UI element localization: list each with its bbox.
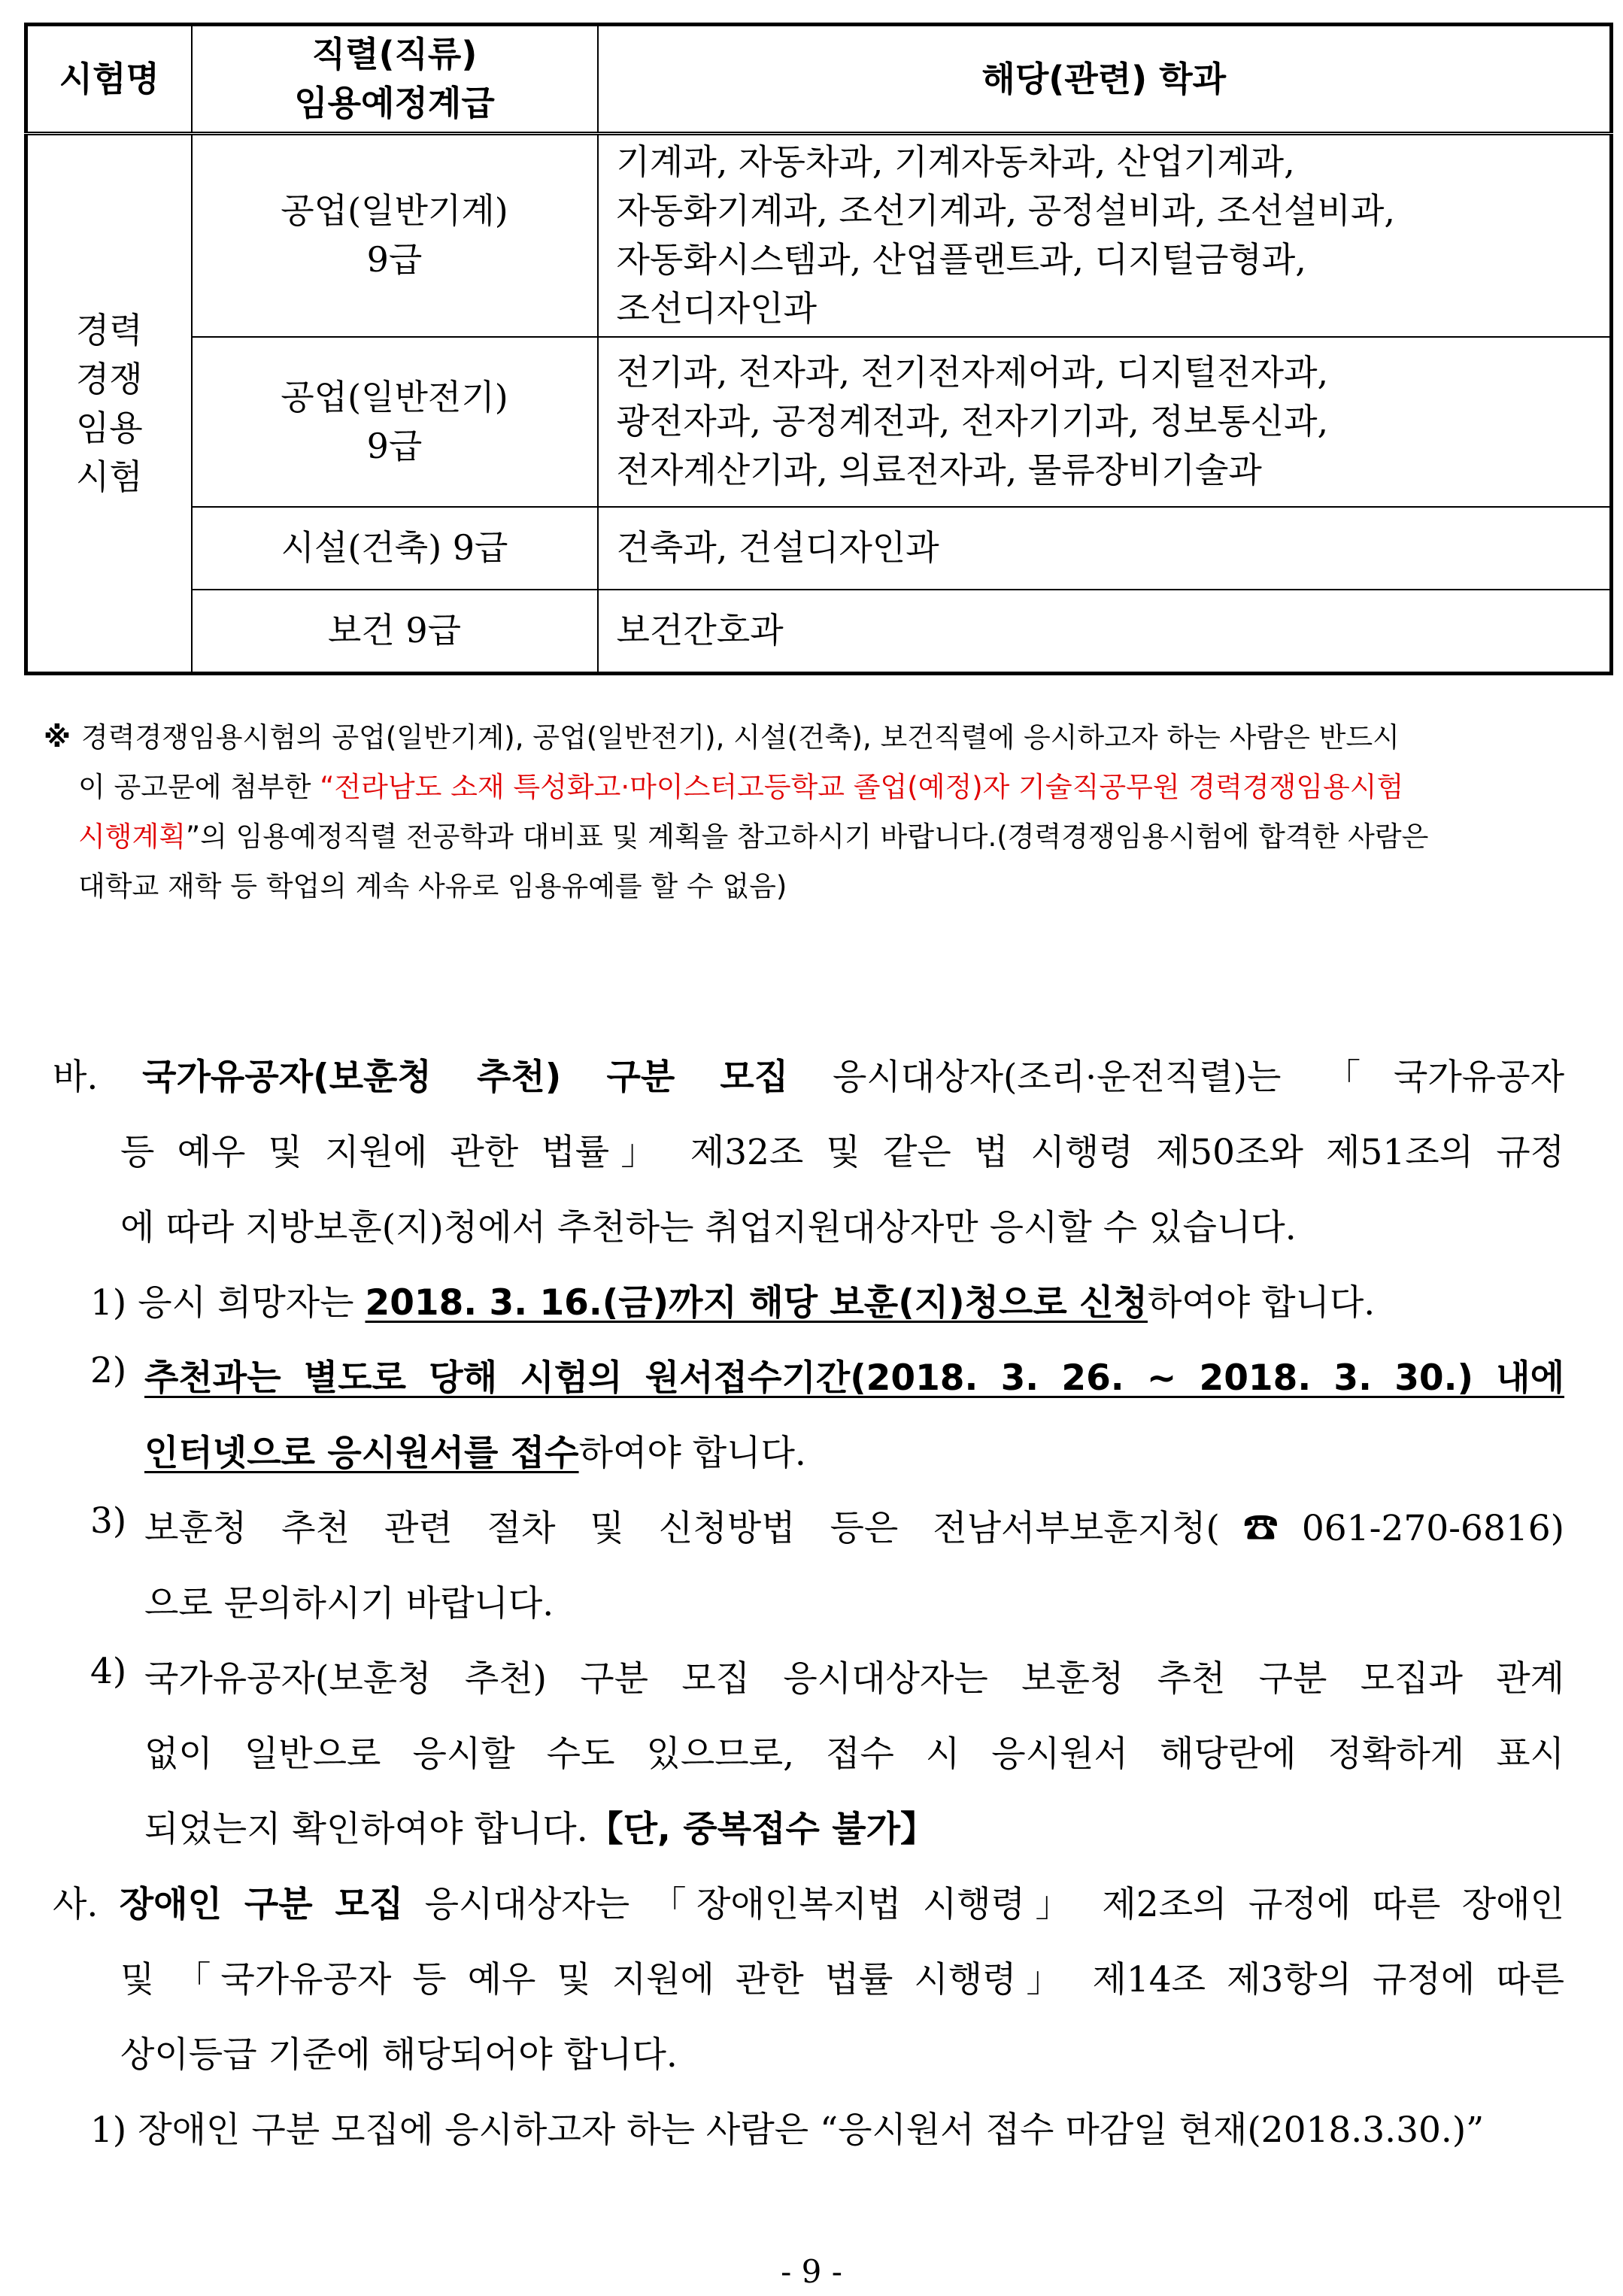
section-ba-line	[53, 1049, 1564, 1099]
section-sa-line: 및 「국가유공자 등 예우 및 지원에 관한 법률 시행령」 제14조 제3항의 규정에 따른	[120, 1959, 1564, 2000]
section-label: 사.	[53, 1884, 99, 1925]
exam-name-line: 시험	[75, 456, 143, 497]
note-text: 경력경쟁임용시험의 공업(일반기계), 공업(일반전기), 시설(건축), 보건직렬에 응시하고자 하는 사람은 반드시	[80, 721, 1400, 754]
item-text: 되었는지 확인하여야 합니다.	[144, 1809, 588, 1850]
exam-name-line: 임용	[75, 407, 143, 448]
department-line: 전자계산기과, 의료전자과, 물류장비기술과	[616, 450, 1262, 490]
grade-line: 공업(일반기계)	[281, 190, 508, 232]
application-period-highlight: 추천과는 별도로 당해 시험의 원서접수기간(2018. 3. 26. ~ 2018. 3. 30.) 내에	[144, 1357, 1564, 1399]
grade-cell	[192, 337, 598, 507]
grade-cell: 시설(건축) 9급	[192, 507, 598, 590]
item-number: 1)	[90, 1282, 127, 1324]
plan-title-highlight: “전라남도 소재 특성화고·마이스터고등학교 졸업(예정)자 기술직공무원 경력경쟁임용시험	[320, 771, 1404, 803]
reference-mark: ※	[44, 721, 71, 754]
item-number: 4)	[90, 1651, 127, 1692]
page-number: - 9 -	[781, 2253, 842, 2290]
table-row	[26, 507, 1612, 590]
list-item	[90, 1651, 126, 1692]
section-text: 응시대상자(조리·운전직렬)는 「국가유공자	[788, 1057, 1564, 1098]
list-item-continued: 국가유공자(보훈청 추천) 구분 모집 응시대상자는 보훈청 추천 구분 모집과 관계	[144, 1658, 1564, 1700]
grade-line: 공업(일반전기)	[281, 376, 508, 417]
note-text: 이 공고문에 첨부한	[78, 771, 320, 803]
header-grade-line2: 임용예정계급	[294, 83, 495, 123]
table-row	[26, 134, 1612, 337]
list-item	[90, 2102, 1484, 2152]
grade-cell: 보건 9급	[192, 590, 598, 674]
item-text: 장애인 구분 모집에 응시하고자 하는 사람은 “응시원서 접수 마감일 현재(2018.3.30.)”	[138, 2109, 1485, 2151]
note-text: 대학교 재학 등 학업의 계속 사유로 임용유예를 할 수 없음)	[78, 870, 787, 902]
list-item-continued: 으로 문의하시기 바랍니다.	[144, 1583, 554, 1624]
item-number: 2)	[90, 1350, 127, 1391]
department-cell: 보건간호과	[598, 590, 1612, 674]
department-cell: 건축과, 건설디자인과	[598, 507, 1612, 590]
notice-note	[44, 713, 1593, 911]
note-line	[44, 763, 1593, 812]
department-cell	[598, 337, 1612, 507]
department-table	[24, 23, 1613, 675]
header-department: 해당(관련) 학과	[598, 25, 1612, 134]
grade-cell	[192, 134, 598, 337]
note-text: ”의 임용예정직렬 전공학과 대비표 및 계획을 참고하시기 바랍니다.(경력경쟁임용시험에 합격한 사람은	[185, 820, 1429, 853]
note-line	[44, 812, 1593, 862]
department-line: 자동화기계과, 조선기계과, 공정설비과, 조선설비과,	[616, 190, 1396, 232]
section-label: 바.	[53, 1057, 99, 1098]
grade-line: 9급	[366, 239, 423, 281]
deadline-highlight: 2018. 3. 16.(금)까지 해당 보훈(지)청으로 신청	[365, 1282, 1148, 1324]
item-number: 1)	[90, 2109, 127, 2151]
department-cell	[598, 134, 1612, 337]
table-header-row	[26, 25, 1612, 134]
item-text: 하여야 합니다.	[1147, 1282, 1376, 1324]
contact-line: 보훈청 추천 관련 절차 및 신청방법 등은 전남서부보훈지청(☎061-270-6816)	[144, 1508, 1564, 1549]
header-grade	[192, 25, 598, 134]
department-line: 자동화시스템과, 산업플랜트과, 디지털금형과,	[616, 239, 1306, 281]
exam-name-line: 경력	[75, 309, 143, 350]
department-line: 조선디자인과	[616, 288, 818, 329]
department-line: 전기과, 전자과, 전기전자제어과, 디지털전자과,	[616, 352, 1329, 393]
table-row	[26, 590, 1612, 674]
item-number: 3)	[90, 1500, 127, 1542]
header-exam-name: 시험명	[26, 25, 192, 134]
section-title: 국가유공자(보훈청 추천) 구분 모집	[142, 1057, 789, 1098]
list-item	[90, 1500, 126, 1542]
table-row	[26, 337, 1612, 507]
item-text: 하여야 합니다.	[578, 1433, 806, 1474]
list-item	[90, 1275, 1375, 1325]
list-item-continued	[144, 1801, 936, 1852]
section-sa-line: 상이등급 기준에 해당되어야 합니다.	[120, 2034, 678, 2076]
header-grade-line1: 직렬(직류)	[311, 34, 478, 74]
section-sa-line	[53, 1876, 1564, 1927]
internet-application-highlight: 인터넷으로 응시원서를 접수	[144, 1433, 579, 1474]
duplicate-warning: 【단, 중복접수 불가】	[587, 1809, 936, 1850]
plan-title-highlight: 시행계획	[78, 820, 186, 853]
section-ba-line: 에 따라 지방보훈(지)청에서 추천하는 취업지원대상자만 응시할 수 있습니다.	[120, 1207, 1297, 1248]
note-line	[44, 713, 1593, 763]
list-item	[90, 1350, 126, 1391]
department-line: 기계과, 자동차과, 기계자동차과, 산업기계과,	[616, 141, 1295, 183]
department-line: 광전자과, 공정계전과, 전자기기과, 정보통신과,	[616, 401, 1329, 441]
section-title: 장애인 구분 모집	[119, 1884, 404, 1925]
list-item-continued: 없이 일반으로 응시할 수도 있으므로, 접수 시 응시원서 해당란에 정확하게 표시	[144, 1733, 1564, 1775]
note-line	[44, 862, 1593, 911]
exam-name-cell	[26, 134, 192, 674]
item-text: 응시 희망자는	[138, 1282, 366, 1324]
section-ba-line: 등 예우 및 지원에 관한 법률」 제32조 및 같은 법 시행령 제50조와 제51조의 규정	[120, 1132, 1564, 1173]
exam-name-line: 경쟁	[75, 358, 143, 399]
list-item-continued	[144, 1425, 806, 1476]
grade-line: 9급	[366, 425, 423, 466]
section-text: 응시대상자는 「장애인복지법 시행령」 제2조의 규정에 따른 장애인	[403, 1884, 1564, 1925]
